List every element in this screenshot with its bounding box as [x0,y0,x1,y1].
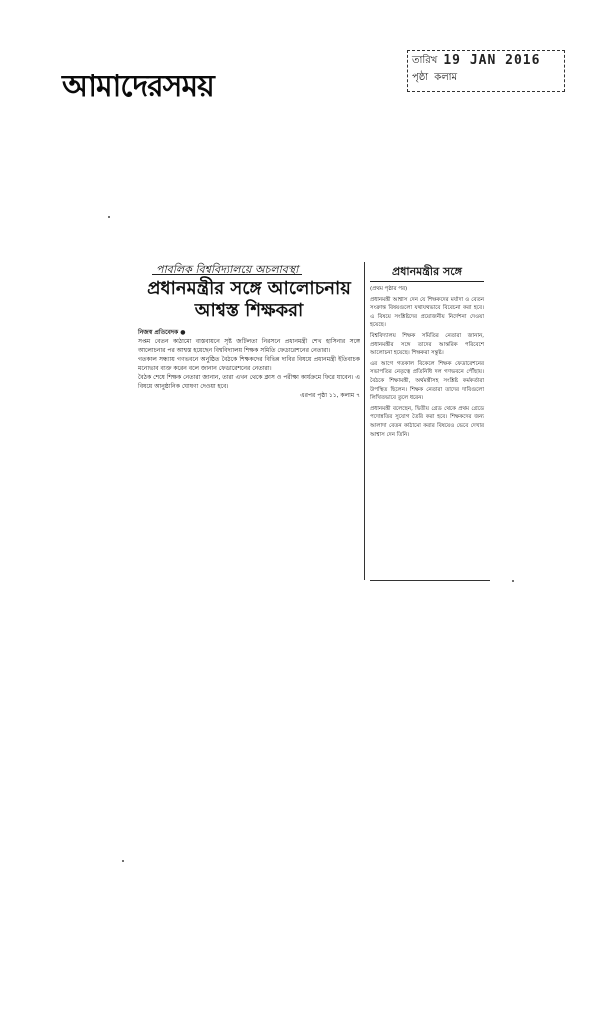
continuation-paragraph: বিশ্ববিদ্যালয় শিক্ষক সমিতির নেতারা জানান, প্রধানমন্ত্রীর সঙ্গে তাদের আন্তরিক পরিবেশে আলোচনা হয়েছে। শিক্ষকরা সন্তুষ্ট। [370,332,484,357]
article-paragraph: বৈঠক শেষে শিক্ষক নেতারা জানান, তারা এখন থেকে ক্লাস ও পরীক্ষা কার্যক্রমে ফিরে যাবেন। এ বিষয়ে আনুষ্ঠানিক ঘোষণা দেওয়া হবে। [138,374,360,390]
article-byline: নিজস্ব প্রতিবেদক ● [138,329,186,336]
newspaper-masthead: আমাদেরসময় [62,69,214,104]
continuation-column [370,265,484,441]
news-clipping [138,265,360,400]
scan-speck [108,216,110,218]
stamp-page-label: পৃষ্ঠা [412,72,429,83]
column-divider [364,262,365,580]
continuation-from: (প্রথম পৃষ্ঠার পর) [370,286,408,292]
stamp-date-value: 19 JAN 2016 [443,53,541,68]
continuation-paragraph: এর আগে গতকাল বিকেলে শিক্ষক ফেডারেশনের সভাপতির নেতৃত্বে প্রতিনিধি দল গণভবনে পৌঁছায়। বৈঠকে শিক্ষামন্ত্রী, অর্থমন্ত্রীসহ সংশ্লিষ্ট কর্মকর্তারা উপস্থিত ছিলেন। শিক্ষক নেতারা তাদের দাবিগুলো লিখিতভাবে তুলে ধরেন। [370,360,484,402]
stamp-date-label: তারিখ [412,55,438,66]
scan-speck [512,580,514,582]
bottom-rule [370,580,490,581]
article-body [138,328,360,400]
date-stamp [407,50,565,92]
article-paragraph: গতকাল সন্ধ্যায় গণভবনে অনুষ্ঠিত বৈঠকে শিক্ষকদের বিভিন্ন দাবির বিষয়ে প্রধানমন্ত্রী ইতিবাচক মনোভাব ব্যক্ত করেন বলে জানান ফেডারেশনের নেতারা। [138,356,360,372]
article-headline-line1: প্রধানমন্ত্রীর সঙ্গে আলোচনায় [147,278,351,299]
stamp-column-label: কলাম [434,72,458,83]
article-headline-line2: আশ্বস্ত শিক্ষকরা [194,300,304,321]
continuation-paragraph: প্রধানমন্ত্রী বলেছেন, দ্বিতীয় গ্রেড থেকে প্রথম গ্রেডে পদোন্নতির সুযোগ তৈরি করা হবে। শিক্ষকদের জন্য আলাদা বেতন কাঠামো করার বিষয়েও ভেবে দেখার আশ্বাস দেন তিনি। [370,405,484,438]
scan-speck [122,860,124,862]
article-kicker: পাবলিক বিশ্ববিদ্যালয়ে অচলাবস্থা [152,265,302,275]
article-continued: এরপর পৃষ্ঠা ১১, কলাম ৭ [300,392,360,399]
article-paragraph: সপ্তম বেতন কাঠামো বাস্তবায়নে সৃষ্ট জটিলতা নিরসনে প্রধানমন্ত্রী শেখ হাসিনার সঙ্গে আলোচনার পর আশ্বস্ত হয়েছেন বিশ্ববিদ্যালয় শিক্ষক সমিতি ফেডারেশনের নেতারা। [138,338,360,354]
continuation-paragraph: প্রধানমন্ত্রী আশ্বাস দেন যে শিক্ষকদের মর্যাদা ও বেতন সংক্রান্ত বিষয়গুলো যথাযথভাবে বিবেচনা করা হবে। এ বিষয়ে সংশ্লিষ্টদের প্রয়োজনীয় নির্দেশনা দেওয়া হয়েছে। [370,296,484,329]
continuation-title: প্রধানমন্ত্রীর সঙ্গে [370,265,484,282]
